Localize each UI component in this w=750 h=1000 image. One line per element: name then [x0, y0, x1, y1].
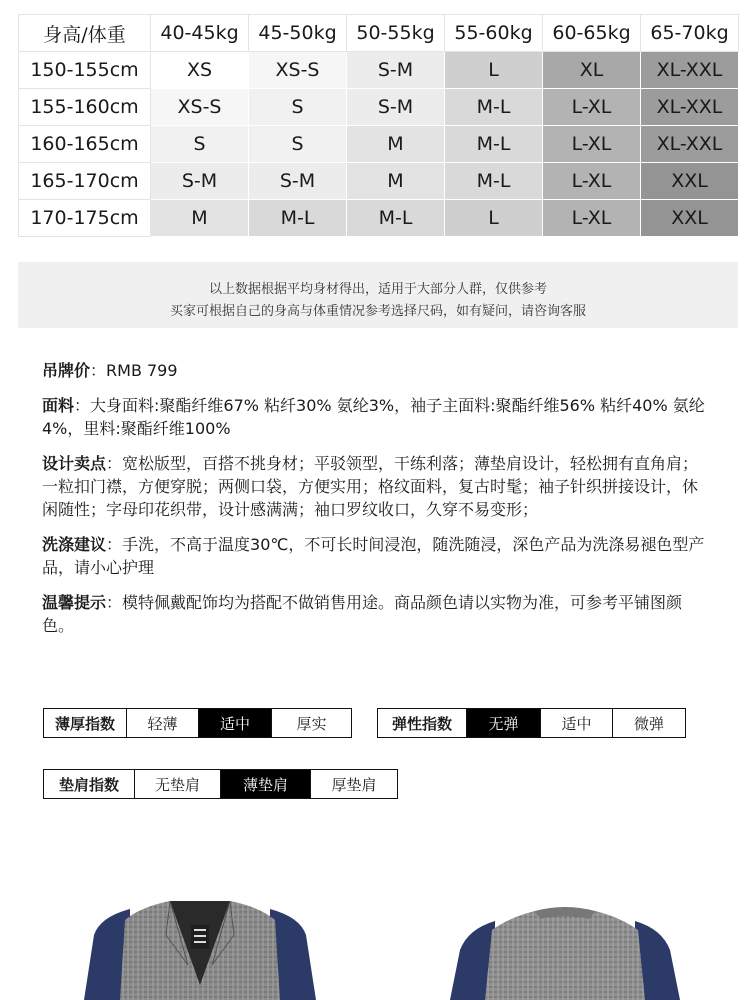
size-cell: XS — [151, 52, 249, 89]
elasticity-index-label: 弹性指数 — [391, 714, 452, 733]
elasticity-index — [377, 708, 686, 738]
size-cell: S-M — [249, 163, 347, 200]
header-weight-col: 65-70kg — [641, 15, 739, 52]
size-cell: XL — [543, 52, 641, 89]
row-height-label: 155-160cm — [19, 89, 151, 126]
size-cell: XS-S — [151, 89, 249, 126]
reminder-paragraph — [42, 591, 707, 637]
size-cell: XS-S — [249, 52, 347, 89]
shoulder-pad-index-label: 垫肩指数 — [58, 775, 119, 794]
washing-advice-text: ：手洗，不高于温度30℃，不可长时间浸泡，随洗随浸，深色产品为洗涤易褪色型产品，请小心护理 — [42, 535, 705, 577]
thickness-option-medium: 适中 — [198, 709, 271, 737]
table-row — [19, 89, 739, 126]
table-row — [19, 52, 739, 89]
header-weight-col: 40-45kg — [151, 15, 249, 52]
size-cell: M — [347, 163, 445, 200]
size-cell: XL-XXL — [641, 52, 739, 89]
size-cell: M — [151, 200, 249, 237]
row-height-label: 165-170cm — [19, 163, 151, 200]
size-cell: XXL — [641, 163, 739, 200]
size-cell: L-XL — [543, 163, 641, 200]
size-cell: L-XL — [543, 200, 641, 237]
washing-advice-paragraph — [42, 533, 707, 579]
size-cell: M — [347, 126, 445, 163]
jacket-front-photo — [70, 895, 330, 1000]
shoulder-pad-option-thick: 厚垫肩 — [310, 770, 397, 798]
header-height-weight: 身高/体重 — [19, 15, 151, 52]
shoulder-pad-option-thin: 薄垫肩 — [220, 770, 310, 798]
size-cell: L — [445, 52, 543, 89]
size-cell: L — [445, 200, 543, 237]
header-weight-col: 55-60kg — [445, 15, 543, 52]
shoulder-pad-option-none: 无垫肩 — [134, 770, 220, 798]
size-cell: S-M — [347, 89, 445, 126]
size-cell: S-M — [347, 52, 445, 89]
size-note-box — [18, 262, 738, 328]
size-note-line-1: 以上数据根据平均身材得出，适用于大部分人群，仅供参考 — [208, 282, 547, 297]
size-cell: L-XL — [543, 89, 641, 126]
size-cell: M-L — [445, 89, 543, 126]
size-cell: XL-XXL — [641, 89, 739, 126]
thickness-option-thick: 厚实 — [271, 709, 351, 737]
header-weight-col: 50-55kg — [347, 15, 445, 52]
row-height-label: 170-175cm — [19, 200, 151, 237]
row-height-label: 160-165cm — [19, 126, 151, 163]
size-cell: XXL — [641, 200, 739, 237]
jacket-back-photo — [440, 895, 690, 1000]
fabric-text: ：大身面料:聚酯纤维67% 粘纤30% 氨纶3%，袖子主面料:聚酯纤维56% 粘纤40% 氨纶4%，里料:聚酯纤维100% — [42, 396, 705, 438]
fabric-paragraph — [42, 394, 707, 440]
row-height-label: 150-155cm — [19, 52, 151, 89]
size-cell: M-L — [249, 200, 347, 237]
tag-price-value: ：RMB 799 — [90, 361, 178, 380]
elasticity-option-none: 无弹 — [466, 709, 540, 737]
table-row — [19, 163, 739, 200]
tag-price-paragraph — [42, 359, 707, 382]
product-description — [42, 359, 707, 649]
shoulder-pad-index — [43, 769, 398, 799]
size-cell: S — [249, 89, 347, 126]
design-points-label: 设计卖点 — [42, 454, 107, 473]
thickness-index — [43, 708, 352, 738]
size-chart-header-row — [19, 15, 739, 52]
design-points-text: ：宽松版型，百搭不挑身材；平驳领型，干练利落；薄垫肩设计，轻松拥有直角肩；一粒扣门襟，方便穿脱；两侧口袋，方便实用；格纹面料，复古时髦；袖子针织拼接设计，休闲随性；字母印花织带，设计感满满；袖口罗纹收口，久穿不易变形； — [42, 454, 699, 519]
size-cell: M-L — [445, 163, 543, 200]
design-points-paragraph — [42, 452, 707, 521]
size-cell: S — [249, 126, 347, 163]
size-cell: M-L — [445, 126, 543, 163]
table-row — [19, 200, 739, 237]
size-cell: S-M — [151, 163, 249, 200]
size-cell: S — [151, 126, 249, 163]
reminder-label: 温馨提示 — [42, 593, 107, 612]
table-row — [19, 126, 739, 163]
thickness-option-light: 轻薄 — [126, 709, 198, 737]
size-chart-table — [18, 14, 739, 237]
tag-price-label: 吊牌价 — [42, 361, 91, 380]
size-cell: M-L — [347, 200, 445, 237]
size-cell: L-XL — [543, 126, 641, 163]
reminder-text: ：模特佩戴配饰均为搭配不做销售用途。商品颜色请以实物为准，可参考平铺图颜色。 — [42, 593, 683, 635]
header-weight-col: 60-65kg — [543, 15, 641, 52]
elasticity-option-medium: 适中 — [540, 709, 612, 737]
fabric-label: 面料 — [42, 396, 75, 415]
header-weight-col: 45-50kg — [249, 15, 347, 52]
elasticity-option-slight: 微弹 — [612, 709, 685, 737]
thickness-index-label: 薄厚指数 — [54, 714, 115, 733]
size-cell: XL-XXL — [641, 126, 739, 163]
washing-advice-label: 洗涤建议 — [42, 535, 107, 554]
size-note-line-2: 买家可根据自己的身高与体重情况参考选择尺码，如有疑问，请咨询客服 — [169, 304, 586, 319]
